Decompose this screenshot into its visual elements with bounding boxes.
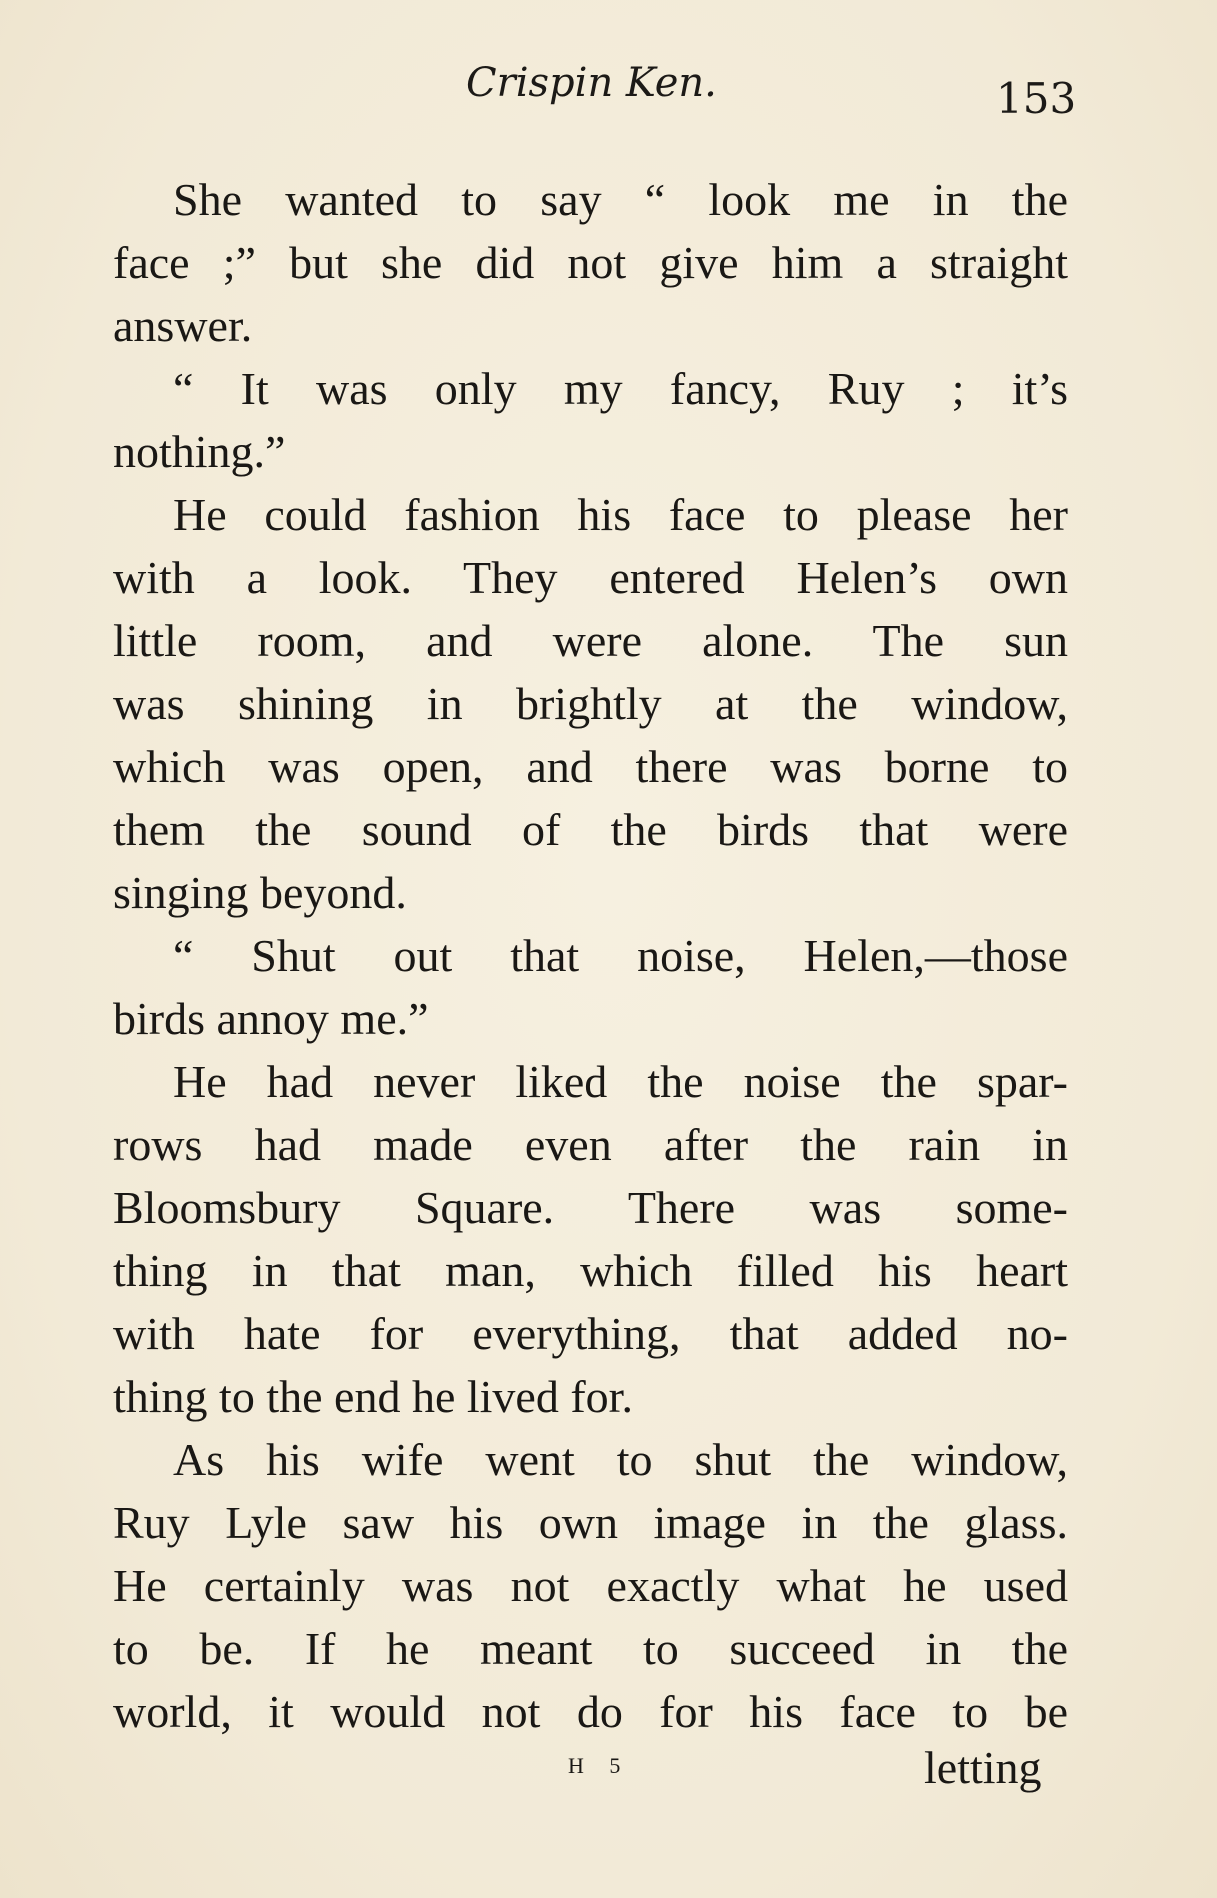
text-line: He could fashion his face to please her (173, 489, 1068, 540)
text-line: As his wife went to shut the window, (173, 1434, 1068, 1485)
text-line: “ It was only my fancy, Ruy ; it’s (173, 363, 1068, 414)
body-text (113, 168, 1068, 1743)
text-line: with hate for everything, that added no- (113, 1308, 1068, 1359)
text-line: to be. If he meant to succeed in the (113, 1623, 1068, 1674)
text-line: thing in that man, which filled his heart (113, 1245, 1068, 1296)
text-line: Bloomsbury Square. There was some- (113, 1182, 1068, 1233)
text-line: which was open, and there was borne to (113, 741, 1068, 792)
text-line: He had never liked the noise the spar- (173, 1056, 1068, 1107)
text-line: with a look. They entered Helen’s own (113, 552, 1068, 603)
text-line: birds annoy me.” (113, 993, 429, 1044)
text-line: world, it would not do for his face to be (113, 1686, 1068, 1737)
text-line: Ruy Lyle saw his own image in the glass. (113, 1497, 1068, 1548)
text-line: rows had made even after the rain in (113, 1119, 1068, 1170)
catchword: letting (924, 1742, 1042, 1793)
text-line: answer. (113, 300, 253, 351)
text-line: “ Shut out that noise, Helen,—those (173, 930, 1068, 981)
page-number: 153 (996, 74, 1077, 123)
text-line: He certainly was not exactly what he used (113, 1560, 1068, 1611)
running-head-title: Crispin Ken. (466, 60, 717, 106)
text-line: nothing.” (113, 426, 286, 477)
text-line: She wanted to say “ look me in the (173, 174, 1068, 225)
text-line: singing beyond. (113, 867, 407, 918)
text-line: little room, and were alone. The sun (113, 615, 1068, 666)
text-line: was shining in brightly at the window, (113, 678, 1068, 729)
signature-mark: H 5 (568, 1753, 631, 1778)
text-line: face ;” but she did not give him a straight (113, 237, 1068, 288)
text-line: them the sound of the birds that were (113, 804, 1068, 855)
text-line: thing to the end he lived for. (113, 1371, 633, 1422)
page-footer (0, 1741, 1217, 1801)
